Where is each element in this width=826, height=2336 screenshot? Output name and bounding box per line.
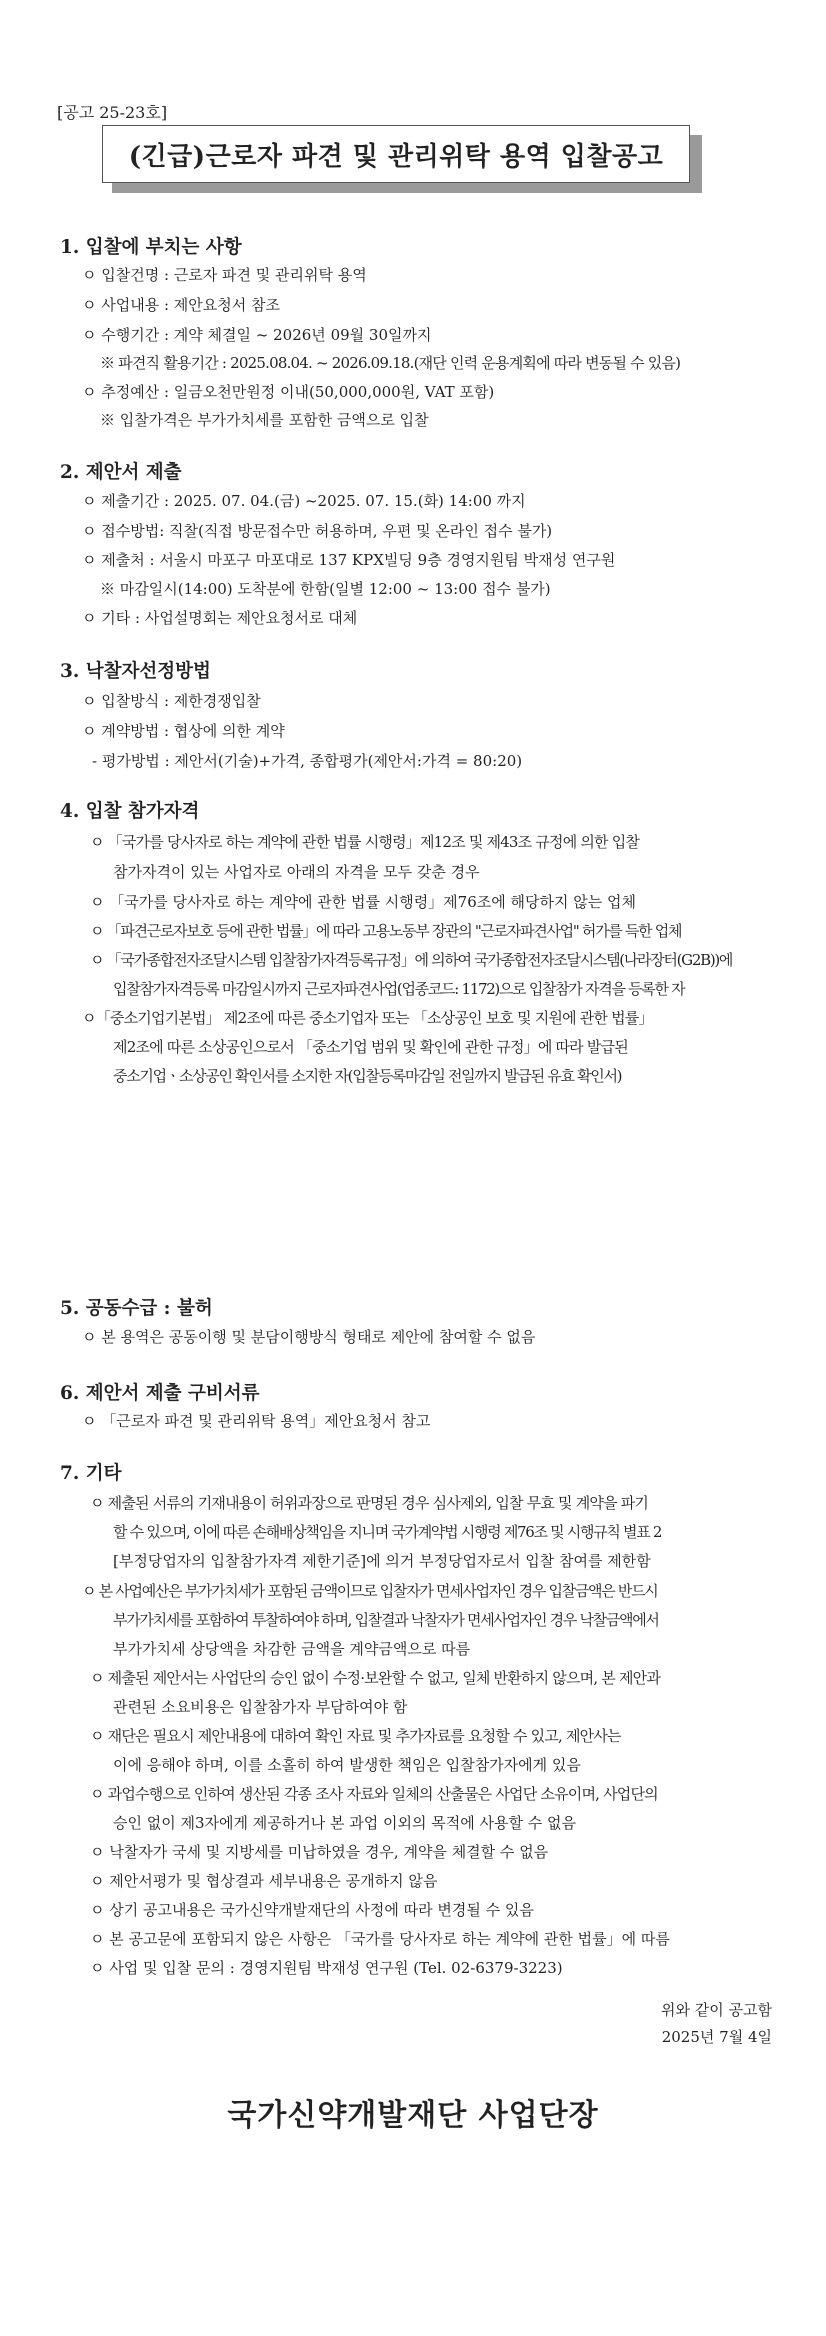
s5-line-1: ㅇ 본 용역은 공동이행 및 분담이행방식 형태로 제안에 참여할 수 없음 [82, 1328, 536, 1346]
s4-line-2: 참가자격이 있는 사업자로 아래의 자격을 모두 갖춘 경우 [113, 863, 480, 881]
s6-line-1: ㅇ 「근로자 파견 및 관리위탁 용역」제안요청서 참고 [82, 1412, 431, 1430]
s7-line-7: ㅇ 제출된 제안서는 사업단의 승인 없이 수정·보완할 수 없고, 일체 반환하지 않으며, 본 제안과 [90, 1669, 661, 1687]
s4-line-6: 입찰참가자격등록 마감일시까지 근로자파견사업(업종코드: 1172)으로 입찰참가 자격을 등록한 자 [113, 980, 685, 998]
section-1-heading: 1. 입찰에 부치는 사항 [60, 237, 242, 258]
s7-line-9: ㅇ 재단은 필요시 제안내용에 대하여 확인 자료 및 추가자료를 요청할 수 있고, 제안사는 [90, 1727, 621, 1745]
section-5-heading: 5. 공동수급 : 불허 [60, 1298, 213, 1319]
issuing-organization: 국가신약개발재단 사업단장 [227, 2098, 599, 2133]
s2-line-4: ※ 마감일시(14:00) 도착분에 한함(일별 12:00 ~ 13:00 접수 불가) [100, 580, 551, 598]
s3-line-1: ㅇ 입찰방식 : 제한경쟁입찰 [82, 692, 261, 710]
s7-line-2: 할 수 있으며, 이에 따른 손해배상책임을 지니며 국가계약법 시행령 제76조 및 시행규칙 별표 2 [113, 1523, 662, 1541]
s7-line-6: 부가가치세 상당액을 차감한 금액을 계약금액으로 따름 [113, 1640, 471, 1658]
s2-line-5: ㅇ 기타 : 사업설명회는 제안요청서로 대체 [82, 609, 358, 627]
s7-line-17: ㅇ 사업 및 입찰 문의 : 경영지원팀 박재성 연구원 (Tel. 02-6379-3223) [90, 1959, 563, 1977]
closing-statement: 위와 같이 공고함 [661, 2001, 772, 2019]
s7-line-11: ㅇ 과업수행으로 인하여 생산된 각종 조사 자료와 일체의 산출물은 사업단 소유이며, 사업단의 [90, 1785, 658, 1803]
s1-line-3: ㅇ 수행기간 : 계약 체결일 ~ 2026년 09월 30일까지 [82, 326, 432, 344]
s2-line-2: ㅇ 접수방법: 직찰(직접 방문접수만 허용하며, 우편 및 온라인 접수 불가) [82, 522, 553, 540]
section-2-heading: 2. 제안서 제출 [60, 462, 182, 483]
s7-line-14: ㅇ 제안서평가 및 협상결과 세부내용은 공개하지 않음 [90, 1872, 438, 1890]
s7-line-12: 승인 없이 제3자에게 제공하거나 본 과업 이외의 목적에 사용할 수 없음 [113, 1814, 576, 1832]
section-4-heading: 4. 입찰 참가자격 [60, 801, 200, 822]
s7-line-10: 이에 응해야 하며, 이를 소홀히 하여 발생한 책임은 입찰참가자에게 있음 [113, 1756, 581, 1774]
s4-line-5: ㅇ 「국가종합전자조달시스템 입찰참가자격등록규정」에 의하여 국가종합전자조달시스템(나라장터(G2B))에 [90, 951, 733, 969]
page-title: (긴급)근로자 파견 및 관리위탁 용역 입찰공고 [102, 125, 690, 183]
s2-line-3: ㅇ 제출처 : 서울시 마포구 마포대로 137 KPX빌딩 9층 경영지원팀 박재성 연구원 [82, 551, 616, 569]
s4-line-4: ㅇ 「파견근로자보호 등에 관한 법률」에 따라 고용노동부 장관의 "근로자파견사업" 허가를 득한 업체 [90, 922, 682, 940]
section-7-heading: 7. 기타 [60, 1463, 122, 1484]
s7-line-8: 관련된 소요비용은 입찰참가자 부담하여야 함 [113, 1698, 408, 1716]
s7-line-16: ㅇ 본 공고문에 포함되지 않은 사항은 「국가를 당사자로 하는 계약에 관한 법률」에 따름 [90, 1930, 670, 1948]
s2-line-1: ㅇ 제출기간 : 2025. 07. 04.(금) ~2025. 07. 15.(화) 14:00 까지 [82, 492, 526, 510]
s1-line-4: ※ 파견직 활용기간 : 2025.08.04. ~ 2026.09.18.(재단 인력 운용계획에 따라 변동될 수 있음) [100, 354, 681, 372]
s7-line-4: ㅇ 본 사업예산은 부가가치세가 포함된 금액이므로 입찰자가 면세사업자인 경우 입찰금액은 반드시 [82, 1582, 658, 1600]
s4-line-7: ㅇ「중소기업기본법」 제2조에 따른 중소기업자 또는 「소상공인 보호 및 지원에 관한 법률」 [82, 1009, 653, 1027]
notice-number: [공고 25-23호] [57, 103, 168, 122]
s7-line-15: ㅇ 상기 공고내용은 국가신약개발재단의 사정에 따라 변경될 수 있음 [90, 1901, 534, 1919]
s7-line-5: 부가가치세를 포함하여 투찰하여야 하며, 입찰결과 낙찰자가 면세사업자인 경우 낙찰금액에서 [113, 1611, 659, 1629]
s7-line-1: ㅇ 제출된 서류의 기재내용이 허위과장으로 판명된 경우 심사제외, 입찰 무효 및 계약을 파기 [90, 1494, 649, 1512]
s7-line-13: ㅇ 낙찰자가 국세 및 지방세를 미납하였을 경우, 계약을 체결할 수 없음 [90, 1843, 549, 1861]
s4-line-3: ㅇ 「국가를 당사자로 하는 계약에 관한 법률 시행령」제76조에 해당하지 않는 업체 [90, 893, 636, 911]
s3-line-2: ㅇ 계약방법 : 협상에 의한 계약 [82, 722, 285, 740]
s3-line-3: - 평가방법 : 제안서(기술)+가격, 종합평가(제안서:가격 = 80:20) [92, 752, 523, 770]
s1-line-6: ※ 입찰가격은 부가가치세를 포함한 금액으로 입찰 [100, 411, 429, 429]
s1-line-5: ㅇ 추정예산 : 일금오천만원정 이내(50,000,000원, VAT 포함) [82, 383, 495, 401]
s1-line-1: ㅇ 입찰건명 : 근로자 파견 및 관리위탁 용역 [82, 266, 367, 284]
s1-line-2: ㅇ 사업내용 : 제안요청서 참조 [82, 296, 281, 314]
s4-line-9: 중소기업ㆍ소상공인 확인서를 소지한 자(입찰등록마감일 전일까지 발급된 유효 확인서) [113, 1067, 622, 1085]
s4-line-8: 제2조에 따른 소상공인으로서 「중소기업 범위 및 확인에 관한 규정」에 따라 발급된 [113, 1038, 628, 1056]
section-3-heading: 3. 낙찰자선정방법 [60, 661, 211, 682]
s4-line-1: ㅇ 「국가를 당사자로 하는 계약에 관한 법률 시행령」제12조 및 제43조 규정에 의한 입찰 [90, 833, 640, 851]
section-6-heading: 6. 제안서 제출 구비서류 [60, 1383, 260, 1404]
notice-date: 2025년 7월 4일 [661, 2028, 772, 2046]
s7-line-3: [부정당업자의 입찰참가자격 제한기준]에 의거 부정당업자로서 입찰 참여를 제한함 [113, 1552, 651, 1570]
title-banner [102, 125, 694, 187]
